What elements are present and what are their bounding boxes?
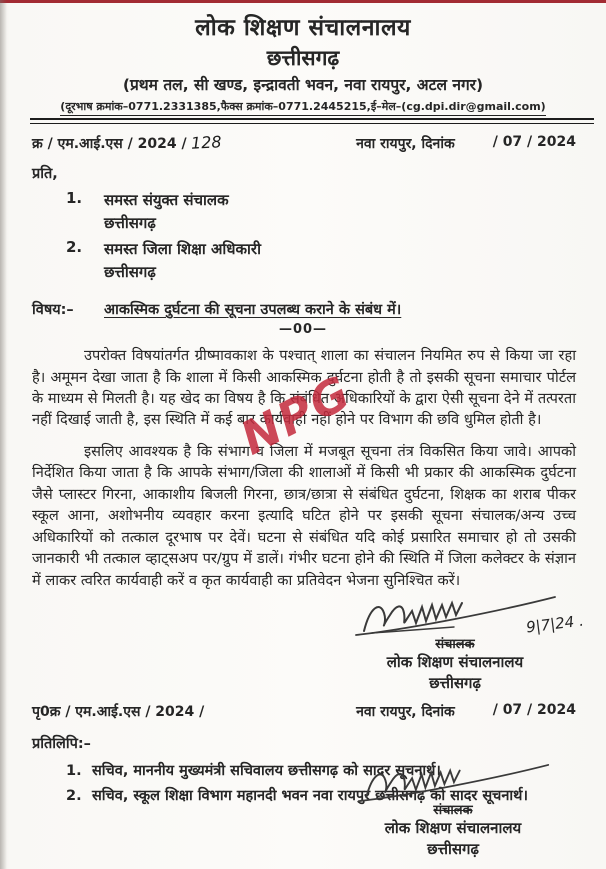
signature-org: लोक शिक्षण संचालनालय (384, 819, 522, 837)
scan-shadow (0, 0, 7, 869)
org-name: लोक शिक्षण संचालनालय (195, 15, 411, 41)
body-paragraph-1: उपरोक्त विषयांतर्गत ग्रीष्मावकाश के पश्चात् शाला का संचालन नियमित रुप से किया जा रहा है। अमूमन देखा जाता है कि शाला में किसी आकस्मिक दुर्घटना होती है तो इसकी सूचना समाचार पोर्टल के माध्यम से मिलती है। यह खेद का विषय है कि संबंधित अधिकारियों के द्वारा ऐसी सूचना देने में तत्परता नहीं दिखाई जाती है, इस स्थिति में कई बार कार्यवाही नहीं होने पर विभाग की छवि धुमिल होती है। (32, 347, 576, 429)
body-paragraph-2: इसलिए आवश्यक है कि संभाग व जिला में मजबूत सूचना तंत्र विकसित किया जावे। आपको निर्देशित किया जाता है कि आपके संभाग/जिला की शालाओं में किसी भी प्रकार की आकस्मिक दुर्घटना जैसे प्लास्टर गिरना, आकाशीय बिजली गिरना, छात्र/छात्रा से संबंधित दुर्घटना, शिक्षक का शराब पीकर स्कूल आना, अशोभनीय व्यवहार करना इत्यादि घटित होने पर इसकी सूचना संचालक/अन्य उच्च अधिकारियों को तत्काल दूरभाष पर देवें। घटना से संबंधित यदि कोई प्रसारित समाचार हो तो उसकी जानकारी भी तत्काल व्हाट्सअप पर/ग्रुप में डालें। गंभीर घटना होने की स्थिति में जिला कलेक्टर के संज्ञान में लाकर त्वरित कार्यवाही करें व कृत कार्यवाही का प्रतिवेदन भेजना सुनिश्चित करें। (32, 442, 576, 589)
org-state: छत्तीसगढ़ (266, 45, 340, 70)
salutation: प्रति, (32, 166, 58, 183)
signature-designation: संचालक (433, 803, 473, 818)
recipient-number: 2. (66, 238, 83, 257)
letter-number-prefix: क्र / एम.आई.एस / 2024 / (32, 136, 187, 153)
recipient-line: समस्त जिला शिक्षा अधिकारी (104, 240, 261, 259)
letterhead (0, 0, 606, 116)
recipient-text (104, 238, 261, 283)
recipient-item (66, 238, 606, 283)
recipient-number: 1. (66, 189, 83, 208)
endorsement-number: पृ0क्र / एम.आई.एस / 2024 / (32, 703, 205, 720)
signature-block (330, 593, 585, 693)
header-divider (30, 118, 594, 124)
place-date (356, 134, 576, 153)
signature-state: छत्तीसगढ़ (427, 840, 479, 858)
recipient-line: छत्तीसगढ़ (104, 262, 156, 281)
org-contact: (दूरभाष क्रमांक–0771.2331385,फैक्स क्रमांक–0771.2445215,ई–मेल–(cg.dpi.dir@gmail.com) (60, 100, 545, 116)
letter-number-handwritten: 128 (190, 132, 223, 153)
recipient-list (66, 189, 606, 283)
place-date-label: नवा रायपुर, दिनांक (356, 136, 455, 153)
letter-number (32, 133, 222, 153)
endorsement-place-date (356, 702, 576, 721)
recipient-line: समस्त संयुक्त संचालक (104, 191, 229, 210)
signature-designation: संचालक (435, 636, 475, 652)
endorsement-place-label: नवा रायपुर, दिनांक (356, 703, 455, 720)
subject-text: आकस्मिक दुर्घटना की सूचना उपलब्ध कराने के संबंध में। (104, 302, 402, 319)
subject-label: विषय:– (32, 302, 74, 319)
endorsement-row (32, 702, 576, 721)
scan-edge-artifact (0, 0, 606, 3)
recipient-line: छत्तीसगढ़ (104, 213, 156, 232)
recipient-item (66, 189, 606, 234)
org-address: (प्रथम तल, सी खण्ड, इन्द्रावती भवन, नवा रायपुर, अटल नगर) (122, 76, 484, 94)
copy-number: 1. (66, 762, 82, 779)
endorsement-date-value: / 07 / 2024 (492, 701, 576, 718)
npg-watermark: NPG (232, 364, 360, 466)
signature-block-bottom (328, 761, 578, 859)
copy-to-label: प्रतिलिपि:– (32, 735, 91, 752)
signature-state: छत्तीसगढ़ (429, 673, 481, 692)
copy-text: सचिव, माननीय मुख्यमंत्री सचिवालय छत्तीसगढ़ को सादर सूचनार्थ। (92, 762, 441, 779)
recipient-text (104, 189, 229, 234)
date-value: / 07 / 2024 (492, 134, 576, 151)
subject-row (32, 299, 576, 319)
subject-divider: —00— (278, 322, 328, 338)
signature-date-handwritten: 9|7|24 . (525, 611, 585, 637)
signature-org: लोक शिक्षण संचालनालय (386, 652, 524, 671)
copy-text: सचिव, स्कूल शिक्षा विभाग महानदी भवन नवा रायपुर छत्तीसगढ़ को सादर सूचनार्थ। (92, 787, 528, 804)
reference-row (32, 133, 576, 153)
copy-number: 2. (66, 787, 82, 804)
